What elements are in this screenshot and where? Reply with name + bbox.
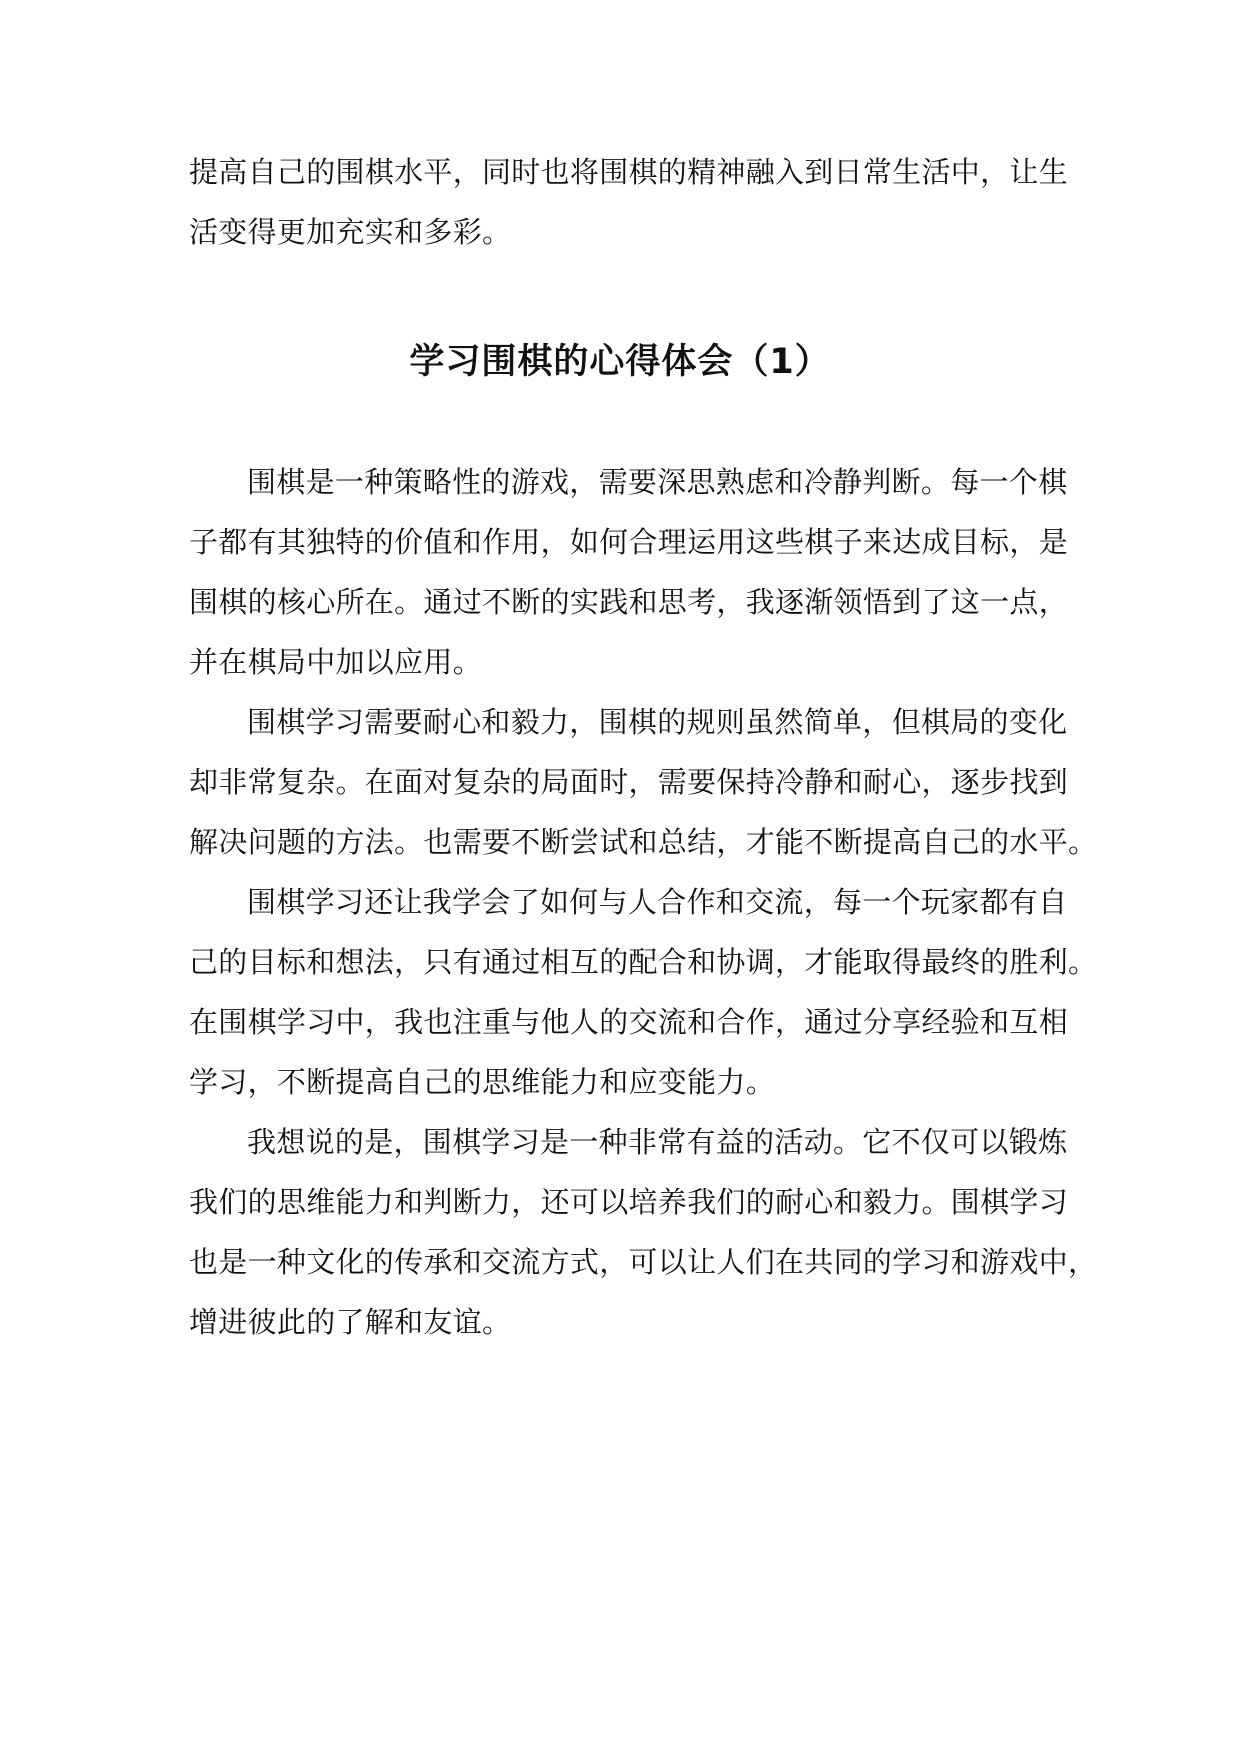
text-line: 增进彼此的了解和友谊。 xyxy=(189,1305,512,1339)
text-line: 围棋学习需要耐心和毅力，围棋的规则虽然简单，但棋局的变化 xyxy=(247,705,1068,739)
text-line: 解决问题的方法。也需要不断尝试和总结，才能不断提高自己的水平。 xyxy=(189,825,1098,859)
continuation-paragraph xyxy=(189,142,1069,262)
text-line: 我们的思维能力和判断力，还可以培养我们的耐心和毅力。围棋学习 xyxy=(189,1185,1069,1219)
page-title: 学习围棋的心得体会（1） xyxy=(409,342,831,382)
document-body xyxy=(189,142,1098,1352)
paragraph-3 xyxy=(189,872,1098,1112)
paragraph-4 xyxy=(189,1112,1098,1352)
text-line: 却非常复杂。在面对复杂的局面时，需要保持冷静和耐心，逐步找到 xyxy=(189,765,1069,799)
text-line: 并在棋局中加以应用。 xyxy=(189,645,483,679)
text-line: 围棋的核心所在。通过不断的实践和思考，我逐渐领悟到了这一点， xyxy=(189,585,1069,619)
text-line: 提高自己的围棋水平，同时也将围棋的精神融入到日常生活中，让生 xyxy=(189,155,1069,189)
text-line: 子都有其独特的价值和作用，如何合理运用这些棋子来达成目标，是 xyxy=(189,525,1069,559)
text-line: 围棋学习还让我学会了如何与人合作和交流，每一个玩家都有自 xyxy=(247,885,1068,919)
text-line: 活变得更加充实和多彩。 xyxy=(189,215,512,249)
text-line: 围棋是一种策略性的游戏，需要深思熟虑和冷静判断。每一个棋 xyxy=(247,465,1068,499)
paragraph-1 xyxy=(189,452,1069,692)
text-line: 学习，不断提高自己的思维能力和应变能力。 xyxy=(189,1065,776,1099)
text-line: 己的目标和想法，只有通过相互的配合和协调，才能取得最终的胜利。 xyxy=(189,945,1098,979)
paragraph-2 xyxy=(189,692,1098,872)
text-line: 我想说的是，围棋学习是一种非常有益的活动。它不仅可以锻炼 xyxy=(247,1125,1068,1159)
text-line: 在围棋学习中，我也注重与他人的交流和合作，通过分享经验和互相 xyxy=(189,1005,1069,1039)
text-line: 也是一种文化的传承和交流方式，可以让人们在共同的学习和游戏中， xyxy=(189,1245,1098,1279)
